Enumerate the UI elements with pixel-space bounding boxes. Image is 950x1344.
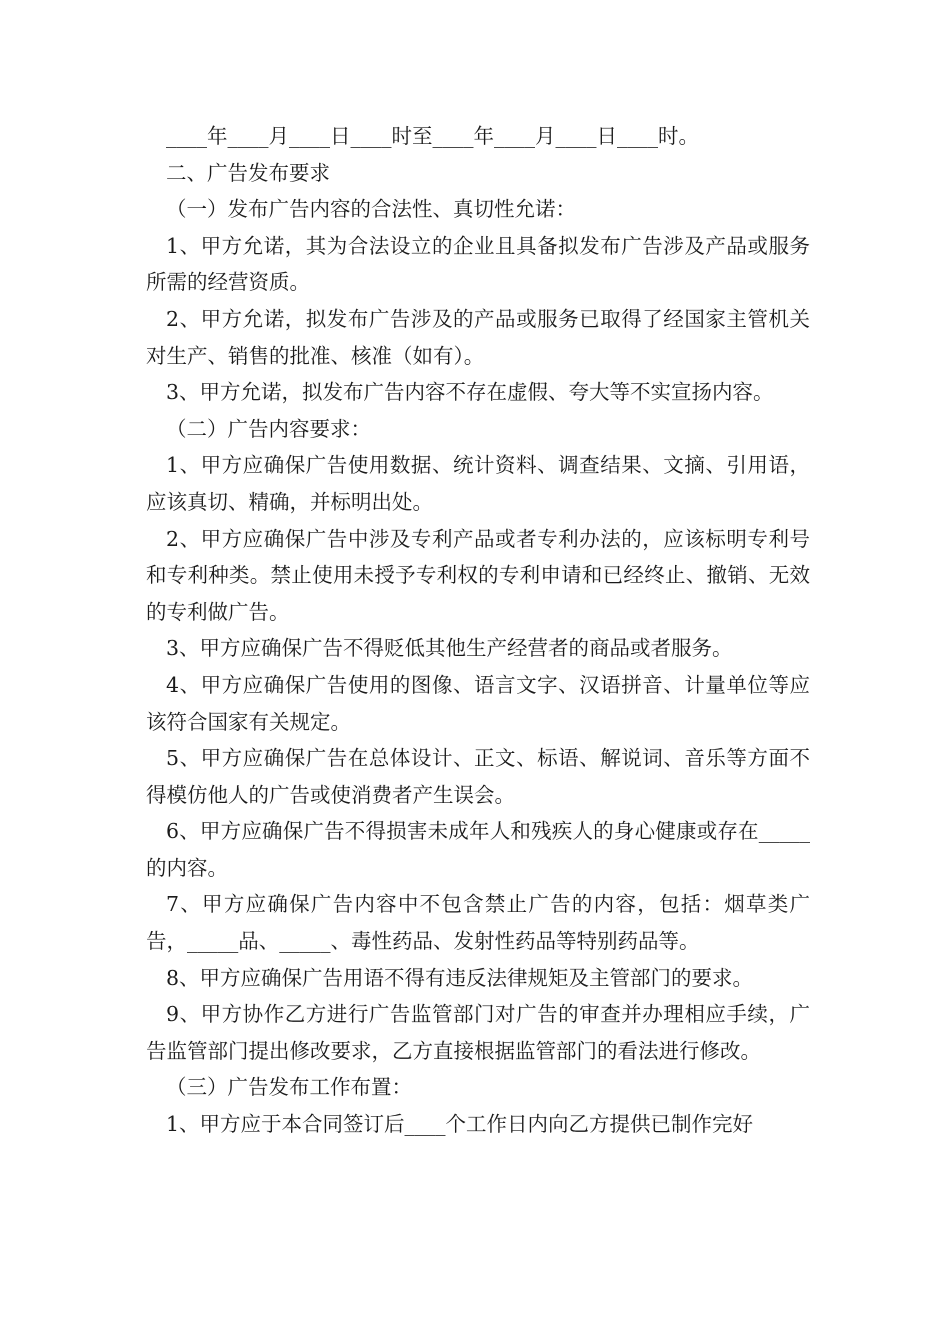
section-heading: 二、广告发布要求	[166, 160, 330, 185]
clause-paragraph: 9、甲方协作乙方进行广告监管部门对广告的审查并办理相应手续，广告监管部门提出修改要求，乙方直接根据监管部门的看法进行修改。	[146, 1002, 810, 1063]
subsection-heading: （一）发布广告内容的合法性、真切性允诺：	[166, 197, 576, 222]
clause-paragraph: 2、甲方允诺，拟发布广告涉及的产品或服务已取得了经国家主管机关对生产、销售的批准、核准（如有）。	[146, 306, 810, 368]
clause-paragraph: 2、甲方应确保广告中涉及专利产品或者专利办法的，应该标明专利号和专利种类。禁止使用未授予专利权的专利申请和已经终止、撤销、无效的专利做广告。	[146, 526, 810, 624]
clause-paragraph: 5、甲方应确保广告在总体设计、正文、标语、解说词、音乐等方面不得模仿他人的广告或使消费者产生误会。	[146, 746, 810, 807]
clause-paragraph: 3、甲方允诺，拟发布广告内容不存在虚假、夸大等不实宣扬内容。	[166, 380, 774, 405]
clause-paragraph: 1、甲方允诺，其为合法设立的企业且具备拟发布广告涉及产品或服务所需的经营资质。	[146, 233, 810, 295]
clause-paragraph: 1、甲方应确保广告使用数据、统计资料、调查结果、文摘、引用语，应该真切、精确，并标明出处。	[146, 453, 810, 514]
date-range-line: ____年____月____日____时至____年____月____日____时。	[166, 124, 699, 148]
clause-paragraph: 7、甲方应确保广告内容中不包含禁止广告的内容，包括：烟草类广告，_____品、_____、毒性药品、发射性药品等特别药品等。	[146, 892, 810, 954]
document-body	[146, 118, 810, 1143]
clause-paragraph: 3、甲方应确保广告不得贬低其他生产经营者的商品或者服务。	[166, 636, 733, 661]
subsection-heading: （二）广告内容要求：	[166, 416, 371, 441]
clause-paragraph: 1、甲方应于本合同签订后____个工作日内向乙方提供已制作完好	[166, 1112, 754, 1137]
clause-paragraph: 6、甲方应确保广告不得损害未成年人和残疾人的身心健康或存在_____的内容。	[146, 819, 810, 880]
clause-paragraph: 8、甲方应确保广告用语不得有违反法律规矩及主管部门的要求。	[166, 965, 754, 990]
clause-paragraph: 4、甲方应确保广告使用的图像、语言文字、汉语拼音、计量单位等应该符合国家有关规定。	[146, 672, 810, 734]
subsection-heading: （三）广告发布工作布置：	[166, 1075, 412, 1100]
